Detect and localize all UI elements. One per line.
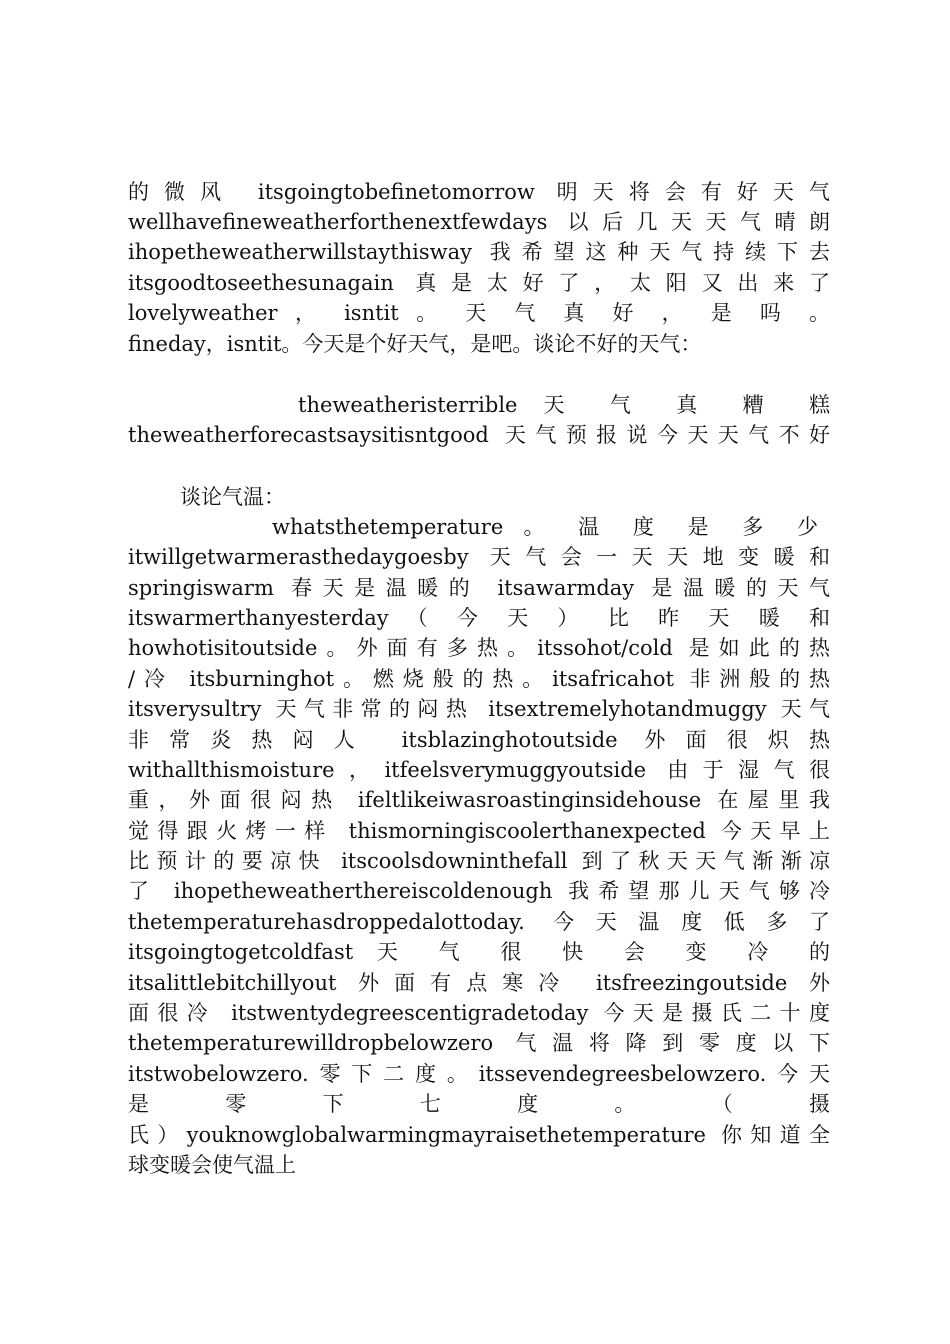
text-line: withallthismoisture，itfeelsverymuggyoutside 由于湿气很 [128,758,830,782]
text-line: itsalittlebitchillyout 外面有点寒冷 itsfreezingoutside 外 [128,971,830,995]
text-line: 觉得跟火烤一样 thismorningiscoolerthanexpected 今天早上 [128,819,830,843]
text-line: 了 ihopetheweatherthereiscoldenough 我希望那儿天气够冷 [128,879,830,903]
text-line: lovelyweather ， isntit 。 天 气 真 好 ， 是 吗 。 [128,301,830,325]
text-line: wellhavefineweatherforthenextfewdays 以后几天天气晴朗 [128,210,830,234]
text-line: 非常炎热闷人 itsblazinghotoutside 外面很炽热 [128,728,830,752]
section-heading: 谈论气温： [180,485,285,509]
text-line: thetemperaturehasdroppedalottoday. 今天温度低多了 [128,910,830,934]
text-line: itsgoodtoseethesunagain 真是太好了，太阳又出来了 [128,271,830,295]
text-line: springiswarm 春天是温暖的 itsawarmday 是温暖的天气 [128,576,830,600]
text-line: ihopetheweatherwillstaythisway 我希望这种天气持续下去 [128,240,830,264]
text-line: 重，外面很闷热 ifeltlikeiwasroastinginsidehouse 在屋里我 [128,788,830,812]
text-line: itsgoingtogetcoldfast 天 气 很 快 会 变 冷 的 [128,940,830,964]
text-line: itwillgetwarmerasthedaygoesby 天气会一天天地变暖和 [128,545,830,569]
text-line: 氏）youknowglobalwarmingmayraisethetemperature 你知道全 [128,1123,830,1147]
text-line: whatsthetemperature 。 温 度 是 多 少 [272,515,818,539]
text-line: fineday，isntit。今天是个好天气，是吧。谈论不好的天气： [128,332,702,356]
text-line: howhotisitoutside。外面有多热。itssohot/cold 是如此的热 [128,636,830,660]
text-line: thetemperaturewilldropbelowzero 气温将降到零度以下 [128,1031,830,1055]
text-line: 面很冷 itstwentydegreescentigradetoday 今天是摄氏二十度 [128,1001,830,1025]
text-line: itsverysultry 天气非常的闷热 itsextremelyhotandmuggy 天气 [128,697,830,721]
text-line: 的微风 itsgoingtobefinetomorrow 明天将会有好天气 [128,180,830,204]
text-line: itswarmerthanyesterday （ 今 天 ） 比 昨 天 暖 和 [128,606,830,630]
text-line: 是 零 下 七 度 。 （ 摄 [128,1092,830,1116]
text-line: 球变暖会使气温上 [128,1153,296,1177]
text-line: itstwobelowzero.零下二度。itssevendegreesbelowzero.今天 [128,1062,830,1086]
text-line: theweatherforecastsaysitisntgood 天气预报说今天天气不好 [128,423,830,447]
text-line: theweatheristerrible 天 气 真 糟 糕 [298,393,830,417]
text-line: 比预计的要凉快 itscoolsdowninthefall 到了秋天天气渐渐凉 [128,849,830,873]
text-line: /冷 itsburninghot。燃烧般的热。itsafricahot 非洲般的热 [128,667,830,691]
